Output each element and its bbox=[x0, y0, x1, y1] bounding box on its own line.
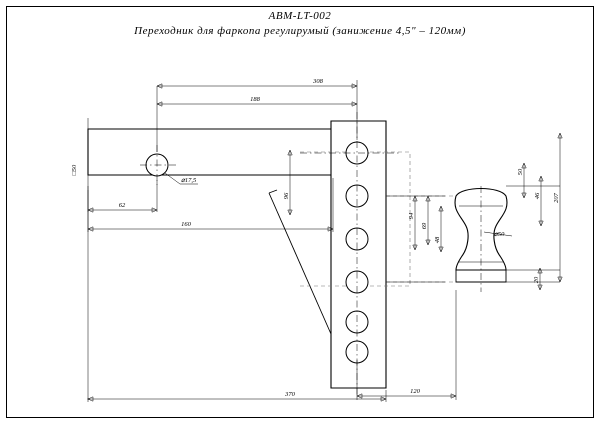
dimension-96-label: 96 bbox=[283, 192, 290, 200]
dimension-370-label: 370 bbox=[285, 391, 295, 398]
dimension-69-label: 69 bbox=[421, 222, 428, 230]
dimension-right-46 bbox=[534, 176, 543, 226]
dimension-square-50-label: □50 bbox=[71, 164, 78, 176]
dimension-188-label: 188 bbox=[250, 96, 260, 103]
dimension-48 bbox=[434, 206, 443, 252]
horizontal-bar bbox=[88, 129, 333, 175]
dimension-188 bbox=[157, 96, 357, 106]
dimension-hole-17-5-label: ⌀17,5 bbox=[181, 177, 197, 184]
dimension-square-50 bbox=[71, 164, 78, 175]
drawing-title-description: Переходник для фаркопа регулирумый (занижение 4,5" – 120мм) bbox=[134, 25, 466, 37]
dimension-right-50-label: 50 bbox=[517, 168, 524, 176]
dimension-94 bbox=[408, 196, 417, 250]
dimension-308 bbox=[157, 78, 357, 88]
dimension-370 bbox=[88, 391, 386, 401]
dimension-ball-50-label: ⌀50 bbox=[494, 231, 505, 238]
dimension-69 bbox=[421, 196, 430, 245]
dimension-right-207 bbox=[553, 133, 562, 282]
dimension-94-label: 94 bbox=[408, 212, 415, 220]
dimension-right-46-label: 46 bbox=[534, 192, 541, 200]
dimension-right-20 bbox=[533, 268, 542, 290]
dimension-120 bbox=[357, 388, 456, 398]
dimension-right-20-label: 20 bbox=[533, 276, 540, 284]
dimension-62 bbox=[88, 202, 157, 212]
dimension-right-207-label: 207 bbox=[553, 193, 560, 203]
dimension-right-50 bbox=[517, 163, 526, 198]
dimension-120-label: 120 bbox=[410, 388, 420, 395]
dimension-62-label: 62 bbox=[118, 202, 126, 209]
dimension-308-label: 308 bbox=[313, 78, 323, 85]
drawing-title-code: ABM-LT-002 bbox=[268, 10, 332, 22]
dimension-160 bbox=[88, 221, 333, 231]
diagonal-gusset bbox=[269, 190, 331, 334]
dimension-48-label: 48 bbox=[434, 236, 441, 244]
dimension-160-label: 160 bbox=[181, 221, 191, 228]
